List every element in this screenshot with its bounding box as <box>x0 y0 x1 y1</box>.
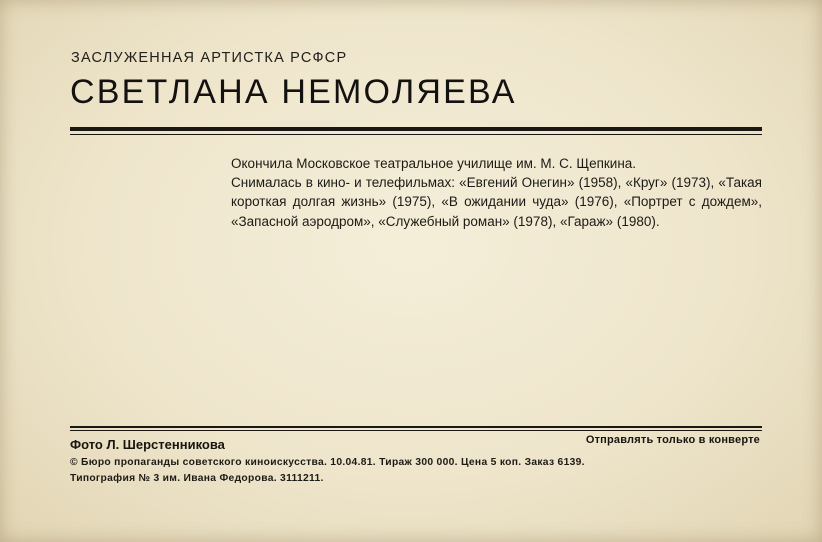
biography <box>231 154 762 231</box>
imprint <box>70 455 770 487</box>
mailing-note: Отправлять только в конверте <box>585 434 760 446</box>
photo-credit: Фото Л. Шерстенникова <box>70 437 225 452</box>
footer-divider-thick <box>70 426 762 428</box>
actress-name: СВЕТЛАНА НЕМОЛЯЕВА <box>70 73 517 111</box>
imprint-printer-line: Типография № 3 им. Ивана Федорова. 3111211. <box>70 473 324 484</box>
biography-filmography: Снималась в кино- и телефильмах: «Евгений Онегин» (1958), «Круг» (1973), «Такая короткая долгая жизнь» (1975), «В ожидании чуда» (1976), «Портрет с дождем», «Запасной аэродром», «Служебный роман» (1978), «Гараж» (1980). <box>231 175 762 229</box>
header-divider-thin <box>70 134 762 135</box>
biography-education: Окончила Московское театральное училище им. М. С. Щепкина. <box>231 156 637 171</box>
header-divider-thick <box>70 127 762 131</box>
footer-divider-thin <box>70 430 762 431</box>
imprint-publisher-line: © Бюро пропаганды советского киноискусства. 10.04.81. Тираж 300 000. Цена 5 коп. Заказ 6139. <box>70 457 585 468</box>
title-honorific: ЗАСЛУЖЕННАЯ АРТИСТКА РСФСР <box>71 50 348 66</box>
